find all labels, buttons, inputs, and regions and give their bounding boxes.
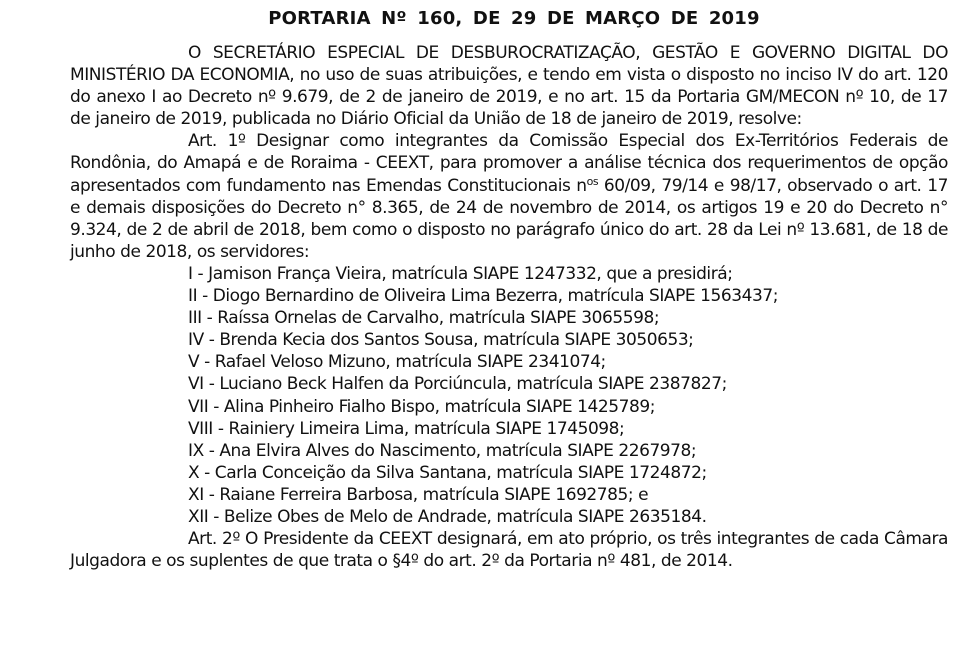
preamble-paragraph xyxy=(70,42,948,130)
list-item: XI - Raiane Ferreira Barbosa, matrícula SIAPE 1692785; e xyxy=(188,484,649,505)
list-item: VI - Luciano Beck Halfen da Porciúncula, matrícula SIAPE 2387827; xyxy=(188,374,727,395)
list-item: IX - Ana Elvira Alves do Nascimento, matrícula SIAPE 2267978; xyxy=(188,440,697,461)
article-1-superscript: os xyxy=(586,174,599,188)
list-item: III - Raíssa Ornelas de Carvalho, matrícula SIAPE 3065598; xyxy=(188,308,660,329)
list-item: XII - Belize Obes de Melo de Andrade, matrícula SIAPE 2635184. xyxy=(188,506,707,527)
members-list xyxy=(70,263,948,528)
list-item: V - Rafael Veloso Mizuno, matrícula SIAPE 2341074; xyxy=(188,352,606,373)
article-2-text: Art. 2º O Presidente da CEEXT designará, em ato próprio, os três integrantes de cada Câmara Julgadora e os suplentes de que trata o §4º do art. 2º da Portaria nº 481, de 2014. xyxy=(70,529,948,572)
document-title: PORTARIA Nº 160, DE 29 DE MARÇO DE 2019 xyxy=(268,8,760,29)
article-1-text-part1: Art. 1º Designar como integrantes da Comissão Especial dos Ex-Territórios Federais de Rondônia, do Amapá e de Roraima - CEEXT, para promover a análise técnica dos requerimentos de opção apresentados com fundamento nas Emendas Constitucionais n xyxy=(70,131,948,196)
list-item: VIII - Rainiery Limeira Lima, matrícula SIAPE 1745098; xyxy=(188,418,625,439)
article-2-paragraph xyxy=(70,528,948,572)
article-1-paragraph xyxy=(70,130,948,263)
preamble-text: O SECRETÁRIO ESPECIAL DE DESBUROCRATIZAÇÃO, GESTÃO E GOVERNO DIGITAL DO MINISTÉRIO DA ECONOMIA, no uso de suas atribuições, e tendo em vista o disposto no inciso IV do art. 120 do anexo I ao Decreto nº 9.679, de 2 de janeiro de 2019, e no art. 15 da Portaria GM/MECON nº 10, de 17 de janeiro de 2019, publicada no Diário Oficial da União de 18 de janeiro de 2019, resolve: xyxy=(70,43,948,130)
list-item: IV - Brenda Kecia dos Santos Sousa, matrícula SIAPE 3050653; xyxy=(188,330,694,351)
list-item: I - Jamison França Vieira, matrícula SIAPE 1247332, que a presidirá; xyxy=(188,263,733,284)
list-item: X - Carla Conceição da Silva Santana, matrícula SIAPE 1724872; xyxy=(188,462,707,483)
list-item: II - Diogo Bernardino de Oliveira Lima Bezerra, matrícula SIAPE 1563437; xyxy=(188,286,778,307)
list-item: VII - Alina Pinheiro Fialho Bispo, matrícula SIAPE 1425789; xyxy=(188,396,655,417)
article-1-text-part2: 60/09, 79/14 e 98/17, observado o art. 17 e demais disposições do Decreto n° 8.365, de 24 de novembro de 2014, os artigos 19 e 20 do Decreto n° 9.324, de 2 de abril de 2018, bem como o disposto no parágrafo único do art. 28 da Lei nº 13.681, de 18 de junho de 2018, os servidores: xyxy=(70,175,948,262)
